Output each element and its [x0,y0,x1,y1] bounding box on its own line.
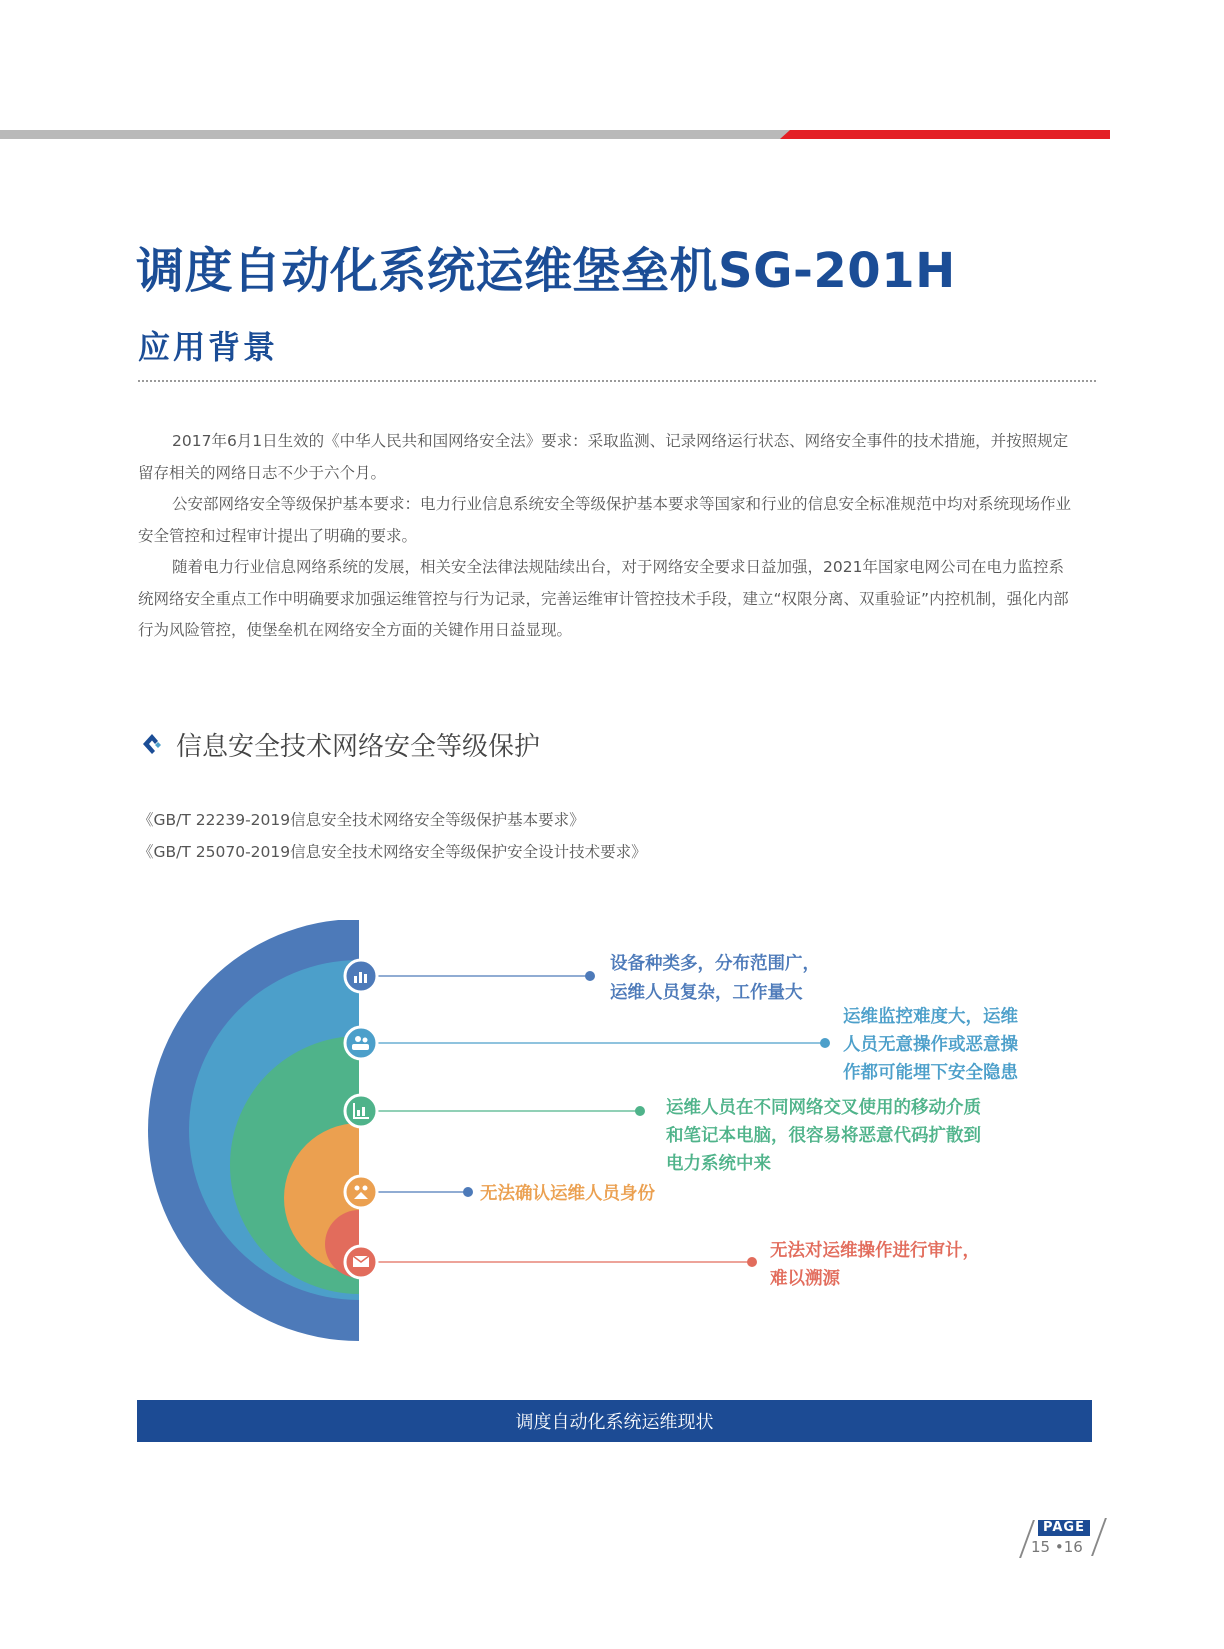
paragraph: 公安部网络安全等级保护基本要求：电力行业信息系统安全等级保护基本要求等国家和行业的信息安全标准规范中均对系统现场作业安全管控和过程审计提出了明确的要求。 [138,495,1072,545]
label-4-line: 无法确认运维人员身份 [480,1184,655,1204]
label-3-line: 和笔记本电脑，很容易将恶意代码扩散到 [666,1126,981,1146]
connector-2 [375,1038,830,1048]
section-heading: 应用背景 [138,328,279,366]
label-5-line: 无法对运维操作进行审计， [770,1241,980,1261]
bar-chart-icon [345,960,377,992]
subheading [140,724,540,764]
paragraph: 随着电力行业信息网络系统的发展，相关安全法律法规陆续出台，对于网络安全要求日益加强，2021年国家电网公司在电力监控系统网络安全重点工作中明确要求加强运维管控与行为记录，完善运维审计管控技术手段，建立“权限分离、双重验证”内控机制，强化内部行为风险管控，使堡垒机在网络安全方面的关键作用日益显现。 [138,558,1069,639]
people-icon [345,1027,377,1059]
body-text [138,426,1078,647]
label-3-line: 电力系统中来 [666,1154,771,1174]
label-2-line: 人员无意操作或恶意操 [843,1035,1018,1055]
connector-1 [375,971,595,981]
reference-item: 《GB/T 25070-2019信息安全技术网络安全等级保护安全设计技术要求》 [138,843,647,861]
label-2-line: 运维监控难度大，运维 [843,1007,1018,1027]
group-icon [345,1176,377,1208]
top-rule-red [780,130,1110,139]
label-3-line: 运维人员在不同网络交叉使用的移动介质 [666,1098,981,1118]
reference-item: 《GB/T 22239-2019信息安全技术网络安全等级保护基本要求》 [138,811,585,829]
label-1-line: 运维人员复杂，工作量大 [610,983,803,1003]
label-5-line: 难以溯源 [770,1269,840,1289]
label-1-line: 设备种类多，分布范围广， [610,954,820,974]
caption-text: 调度自动化系统运维现状 [515,1412,714,1433]
top-rule-gray [0,130,790,139]
status-diagram [0,920,1224,1360]
connector-5 [375,1257,757,1267]
label-2-line: 作都可能埋下安全隐患 [843,1063,1018,1083]
subheading-text: 信息安全技术网络安全等级保护 [176,731,541,762]
mail-icon [345,1246,377,1278]
caption-bar [137,1400,1092,1442]
reference-list [138,804,647,868]
paragraph: 2017年6月1日生效的《中华人民共和国网络安全法》要求：采取监测、记录网络运行状态、网络安全事件的技术措施，并按照规定留存相关的网络日志不少于六个月。 [138,432,1069,482]
page-label: PAGE [1038,1520,1090,1536]
chart-icon [345,1095,377,1127]
page-title: 调度自动化系统运维堡垒机SG-201H [136,243,956,299]
page-numbers: 15 •16 [1031,1538,1083,1556]
dotted-divider [138,380,1096,382]
diamond-arrow-icon [140,732,164,756]
connector-3 [375,1106,645,1116]
slash-right [1091,1518,1107,1556]
page-number-mark [1018,1518,1100,1558]
connector-4 [375,1187,473,1197]
